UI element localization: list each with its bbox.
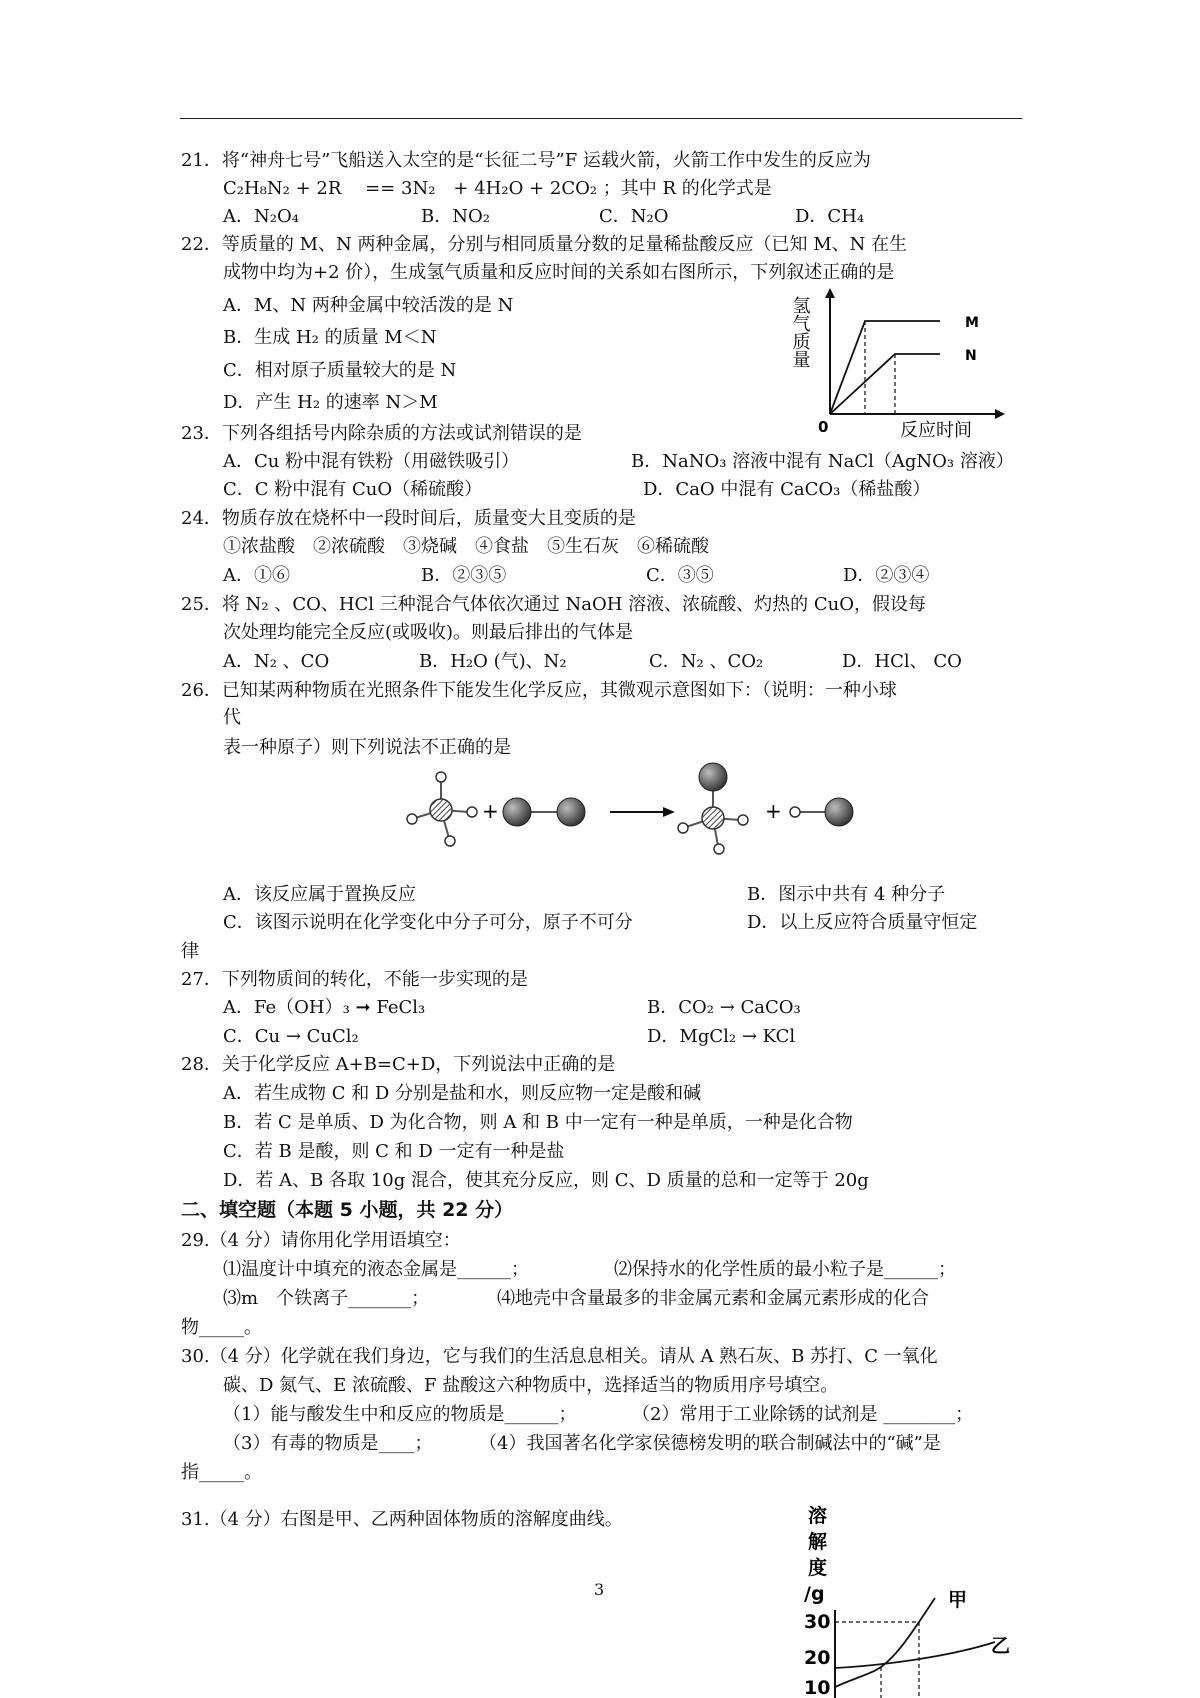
q24-option-c: C．③⑤	[646, 565, 714, 586]
label-n: N	[965, 348, 977, 364]
section-2-title: 二、填空题（本题 5 小题，共 22 分）	[181, 1199, 514, 1221]
q28-option-d: D．若 A、B 各取 10g 混合，使其充分反应，则 C、D 质量的总和一定等于 20g	[223, 1170, 869, 1191]
y-axis-arrow-icon	[825, 288, 835, 298]
q23-stem: 23．下列各组括号内除杂质的方法或试剂错误的是	[181, 423, 582, 444]
q25-option-c: C．N₂ 、CO₂	[649, 651, 764, 672]
y-label-1: 溶	[808, 1505, 828, 1527]
tick-10: 10	[804, 1677, 831, 1698]
q26-option-b: B．图示中共有 4 种分子	[747, 884, 946, 905]
q27-option-a: A．Fe（OH）₃ ➞ FeCl₃	[223, 997, 426, 1018]
q30-blank-3: （3）有毒的物质是____；	[223, 1433, 433, 1454]
q30-blank-4-cont: 指_____。	[181, 1462, 262, 1483]
q27-option-d: D．MgCl₂ → KCl	[647, 1026, 796, 1047]
q22-option-b: B．生成 H₂ 的质量 M＜N	[223, 327, 437, 348]
y-label-3: 度	[808, 1557, 828, 1579]
q26-stem-line2: 代	[223, 707, 241, 728]
page-number: 3	[594, 1580, 605, 1599]
q24-option-d: D．②③④	[843, 565, 930, 586]
q21-equation: C₂H₈N₂ + 2R == 3N₂ + 4H₂O + 2CO₂ ；其中 R 的化学式是	[223, 178, 772, 199]
q26-option-d-cont: 律	[181, 941, 199, 962]
x-axis-label: 反应时间	[900, 420, 972, 441]
curve-yi	[835, 1642, 995, 1668]
q28-stem: 28．关于化学反应 A+B=C+D，下列说法中正确的是	[181, 1054, 616, 1075]
q30-blank-1: （1）能与酸发生中和反应的物质是______；	[223, 1404, 577, 1425]
tick-20: 20	[804, 1647, 831, 1669]
q25-option-b: B．H₂O (气)、N₂	[419, 651, 567, 672]
y-label-4: /g	[804, 1583, 825, 1605]
q26-stem-line3: 表一种原子）则下列说法不正确的是	[223, 737, 511, 758]
y-axis-label: 氢气质量	[789, 296, 811, 368]
q26-option-a: A．该反应属于置换反应	[223, 884, 416, 905]
q28-option-c: C．若 B 是酸，则 C 和 D 一定有一种是盐	[223, 1141, 565, 1162]
label-m: M	[965, 315, 979, 331]
plus-2: +	[765, 799, 782, 823]
q28-option-a: A．若生成物 C 和 D 分别是盐和水，则反应物一定是酸和碱	[223, 1083, 702, 1104]
q30-stem-line2: 碳、D 氮气、E 浓硫酸、F 盐酸这六种物质中，选择适当的物质用序号填空。	[223, 1375, 839, 1396]
q22-stem-line1: 22．等质量的 M、N 两种金属，分别与相同质量分数的足量稀盐酸反应（已知 M、N 在生	[181, 234, 908, 255]
q30-blank-2: （2）常用于工业除锈的试剂是 ________；	[632, 1404, 974, 1425]
molecule-1	[407, 772, 477, 846]
reaction-arrow-icon	[610, 807, 675, 817]
q29-blank-1: ⑴温度计中填充的液态金属是______；	[223, 1259, 529, 1280]
molecule-3	[678, 763, 748, 854]
q22-hydrogen-mass-graph	[789, 286, 1010, 446]
q26-option-c: C．该图示说明在化学变化中分子可分，原子不可分	[223, 912, 633, 933]
tick-30: 30	[804, 1611, 831, 1633]
plus-1: +	[482, 799, 499, 823]
curve-m	[830, 321, 940, 414]
q25-option-a: A．N₂ 、CO	[223, 651, 330, 672]
q24-items: ①浓盐酸 ②浓硫酸 ③烧碱 ④食盐 ⑤生石灰 ⑥稀硫酸	[223, 536, 709, 557]
q29-blank-2: ⑵保持水的化学性质的最小粒子是______；	[614, 1259, 956, 1280]
molecule-2	[503, 798, 585, 826]
q25-option-d: D．HCl、 CO	[842, 651, 962, 672]
origin-label: 0	[818, 418, 829, 436]
q22-option-c: C．相对原子质量较大的是 N	[223, 360, 457, 381]
x-axis-arrow-icon	[995, 409, 1005, 419]
label-jia: 甲	[948, 1589, 968, 1611]
q27-option-c: C．Cu → CuCl₂	[223, 1026, 359, 1047]
q22-option-d: D．产生 H₂ 的速率 N＞M	[223, 392, 438, 413]
q25-stem-line1: 25．将 N₂ 、CO、HCl 三种混合气体依次通过 NaOH 溶液、浓硫酸、灼热的 CuO，假设每	[181, 594, 927, 615]
q21-stem: 21．将“神舟七号”飞船送入太空的是“长征二号”F 运载火箭，火箭工作中发生的反应为	[181, 150, 871, 171]
curve-jia	[835, 1598, 935, 1687]
q27-stem: 27．下列物质间的转化，不能一步实现的是	[181, 969, 528, 990]
q24-option-a: A．①⑥	[223, 565, 290, 586]
q22-option-a: A．M、N 两种金属中较活泼的是 N	[223, 295, 514, 316]
q24-stem: 24．物质存放在烧杯中一段时间后，质量变大且变质的是	[181, 508, 636, 529]
q23-option-b: B．NaNO₃ 溶液中混有 NaCl（AgNO₃ 溶液）	[631, 451, 1014, 472]
q26-reaction-diagram	[395, 762, 865, 872]
q29-blank-4: ⑷地壳中含量最多的非金属元素和金属元素形成的化合	[497, 1288, 929, 1309]
q21-option-a: A．N₂O₄	[223, 206, 299, 227]
q26-option-d: D．以上反应符合质量守恒定	[747, 912, 978, 933]
q21-option-d: D．CH₄	[795, 206, 865, 227]
q27-option-b: B．CO₂ → CaCO₃	[647, 997, 801, 1018]
q30-stem-line1: 30.（4 分）化学就在我们身边，它与我们的生活息息相关。请从 A 熟石灰、B 苏打、C 一氧化	[181, 1346, 938, 1367]
q23-option-a: A．Cu 粉中混有铁粉（用磁铁吸引）	[223, 451, 520, 472]
q23-option-d: D．CaO 中混有 CaCO₃（稀盐酸）	[643, 479, 931, 500]
q25-stem-line2: 次处理均能完全反应(或吸收)。则最后排出的气体是	[223, 622, 634, 643]
header-rule	[180, 118, 1022, 119]
q22-stem-line2: 成物中均为+2 价），生成氢气质量和反应时间的关系如右图所示，下列叙述正确的是	[223, 262, 895, 283]
q26-stem-line1: 26．已知某两种物质在光照条件下能发生化学反应，其微观示意图如下：（说明：一种小球	[181, 680, 897, 701]
q23-option-c: C．C 粉中混有 CuO（稀硫酸）	[223, 479, 483, 500]
q21-option-b: B．NO₂	[421, 206, 490, 227]
q29-blank-4-cont: 物_____。	[181, 1317, 262, 1338]
molecule-4	[790, 798, 853, 826]
y-label-2: 解	[808, 1531, 828, 1553]
q24-option-b: B．②③⑤	[421, 565, 507, 586]
q29-stem: 29.（4 分）请你用化学用语填空：	[181, 1230, 461, 1251]
q29-blank-3: ⑶m 个铁离子_______；	[223, 1288, 430, 1309]
q21-option-c: C．N₂O	[599, 206, 669, 227]
q30-blank-4: （4）我国著名化学家侯德榜发明的联合制碱法中的“碱”是	[479, 1433, 941, 1454]
q28-option-b: B．若 C 是单质、D 为化合物，则 A 和 B 中一定有一种是单质，一种是化合物	[223, 1112, 853, 1133]
label-yi: 乙	[991, 1635, 1011, 1657]
q31-solubility-graph	[795, 1500, 1020, 1698]
curve-n	[830, 354, 940, 414]
q31-stem: 31.（4 分）右图是甲、乙两种固体物质的溶解度曲线。	[181, 1509, 623, 1530]
